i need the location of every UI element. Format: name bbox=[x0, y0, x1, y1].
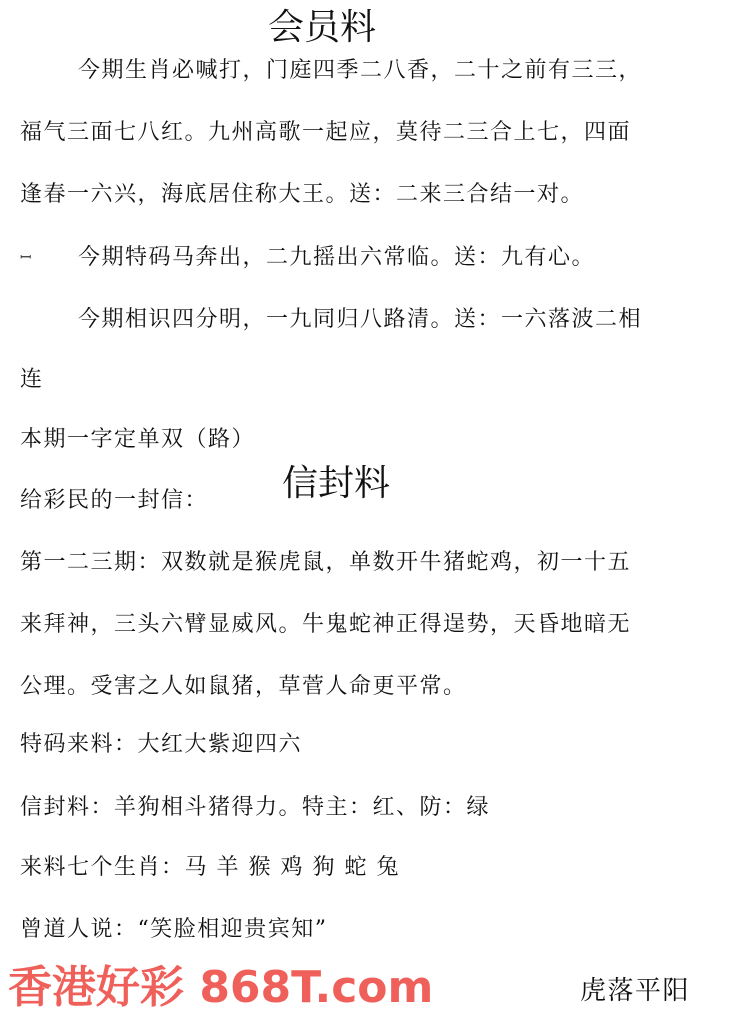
text-line: 本期一字定单双（路） bbox=[20, 427, 256, 452]
text-line: 今期相识四分明，一九同归八路清。送：一六落波二相 bbox=[78, 307, 643, 332]
text-line: 曾道人说：“笑脸相迎贵宾知” bbox=[20, 917, 328, 942]
text-line: 今期生肖必喊打，门庭四季二八香，二十之前有三三， bbox=[78, 58, 643, 83]
text-line: 信封料：羊狗相斗猪得力。特主：红、防：绿 bbox=[20, 795, 491, 820]
text-line: 福气三面七八红。九州高歌一起应，莫待二三合上七，四面 bbox=[20, 120, 632, 145]
text-line: 连 bbox=[20, 367, 44, 392]
text-line: 给彩民的一封信： bbox=[20, 488, 209, 513]
watermark: 香港好彩 868T.com bbox=[8, 962, 434, 1013]
text-line: 今期特码马奔出，二九摇出六常临。送：九有心。 bbox=[78, 245, 596, 270]
text-line: 来拜神，三头六臂显威风。牛鬼蛇神正得逞势，天昏地暗无 bbox=[20, 612, 632, 637]
text-line: 第一二三期：双数就是猴虎鼠，单数开牛猪蛇鸡，初一十五 bbox=[20, 550, 632, 575]
text-line: 虎落平阳 bbox=[580, 976, 691, 1006]
text-line: 来料七个生肖：马 羊 猴 鸡 狗 蛇 兔 bbox=[20, 855, 400, 880]
scan-mark-icon: ꟷ bbox=[20, 250, 32, 266]
member-section-title: 会员料 bbox=[268, 7, 377, 48]
text-line: 逢春一六兴，海底居住称大王。送：二来三合结一对。 bbox=[20, 182, 585, 207]
text-line: 公理。受害之人如鼠猪，草菅人命更平常。 bbox=[20, 674, 467, 699]
text-line: 特码来料：大红大紫迎四六 bbox=[20, 732, 303, 757]
envelope-section-title: 信封料 bbox=[282, 463, 391, 504]
